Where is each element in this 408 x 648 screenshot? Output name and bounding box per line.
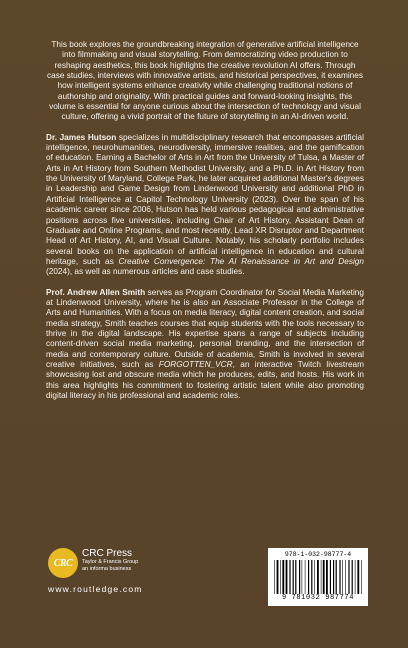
bio-smith-text-a: serves as Program Coordinator for Social Media Marketing at Lindenwood University, where he is also an Associate Professor in the College of Arts and Humanities. With a focus on media literacy, digital content creation, and social media strategy, Smith teaches courses that equip students with the tools necessary to thrive in the digital landscape. His expertise spans a range of subjects including content-driven social media marketing, personal branding, and the intersection of media and contemporary culture. Outside of academia, Smith is involved in several creative initiatives, such as [46, 287, 364, 369]
barcode-bar [282, 560, 284, 594]
author-bio-hutson [46, 133, 364, 278]
barcode-bar [333, 560, 334, 594]
barcode-bar [302, 560, 303, 594]
bio-hutson-text-a: specializes in multidisciplinary research that encompasses artificial intelligence, neurohumanities, neurodiversity, immersive realities, and the gamification of education. Earning a Bachelor of Arts in Art from the University of Tulsa, a Master of Arts in Art History from Southern Methodist University, and a Ph.D. in Art History from the University of Maryland, College Park, he later acquired additional Master's degrees in Leadership and Game Design from Lindenwood University and additional PhD in Artificial Intelligence at Capitol Technology University (2023). Over the span of his academic career since 2006, Hutson has held various pedagogical and administrative positions across five universities, including Chair of Art History, Assistant Dean of Graduate and Online Programs, and most recently, Lead XR Disruptor and Department Head of Art History, AI, and Visual Culture. Notably, his scholarly portfolio includes several books on the application of artificial intelligence in education and cultural heritage, such as [46, 132, 364, 266]
barcode-bar [280, 560, 281, 594]
barcode-bar [286, 560, 288, 594]
barcode-bar [295, 560, 296, 594]
barcode-bar [326, 560, 328, 594]
barcode-bar [355, 560, 356, 594]
barcode-bar [317, 560, 319, 594]
barcode-bar [293, 560, 294, 594]
barcode-bar [277, 560, 279, 594]
cover-text-block [46, 40, 364, 411]
crc-logo-text: CRC [53, 557, 73, 569]
barcode-bar [345, 560, 346, 594]
barcode-bar [311, 560, 312, 594]
barcode-bar [321, 560, 322, 594]
barcode-bar [289, 560, 290, 594]
bio-hutson-text-b: (2024), as well as numerous articles and case studies. [46, 267, 245, 277]
barcode-bar [361, 560, 362, 594]
publisher-block [82, 548, 138, 572]
barcode-bar [330, 560, 331, 594]
author-name-hutson: Dr. James Hutson [46, 132, 117, 142]
barcode-bar [336, 560, 337, 594]
barcode-bar [357, 560, 359, 594]
barcode-bar [348, 560, 349, 594]
author-name-smith: Prof. Andrew Allen Smith [46, 287, 146, 297]
bio-smith-text-b: , an interactive Twitch livestream showcasing lost and obscure media which he produces, edits, and hosts. His work in this area highlights his commitment to fostering artistic talent while also promoting digital literacy in his professional and academic roles. [46, 359, 364, 400]
crc-logo-icon [48, 548, 78, 578]
publisher-tagline: an informa business [82, 566, 132, 572]
publisher-website[interactable]: www.routledge.com [48, 584, 143, 594]
ean-number: 9 781032 987774 [281, 594, 354, 602]
book-description [46, 40, 364, 123]
barcode-icon [274, 560, 362, 594]
publisher-group: Taylor & Francis Group [82, 559, 139, 565]
author-bio-smith [46, 288, 364, 402]
project-forgotten-vcr: FORGOTTEN_VCR [158, 359, 233, 369]
barcode-bar [274, 560, 275, 594]
publisher-name: CRC Press [82, 548, 133, 559]
cover-footer [46, 548, 366, 618]
barcode-bar [352, 560, 353, 594]
isbn-number: 978-1-032-98777-4 [284, 551, 352, 558]
barcode-bar [339, 560, 340, 594]
barcode-bar [308, 560, 309, 594]
isbn-barcode [268, 548, 368, 606]
barcode-bar [342, 560, 343, 594]
barcode-bar [305, 560, 306, 594]
description-text: This book explores the groundbreaking integration of generative artificial intelligence into filmmaking and visual storytelling. From democratizing video production to reshaping aesthetics, this book highlights the creative revolution AI offers. Through case studies, interviews with innovative artists, and historical perspectives, it examines how intelligent systems enhance creativity while challenging traditional notions of authorship and originality. With practical guides and forward-looking insights, this volume is essential for anyone curious about the intersection of technology and visual culture, offering a vivid portrait of the future of storytelling in an AI-driven world. [47, 40, 363, 122]
barcode-bar [314, 560, 315, 594]
barcode-bar [323, 560, 325, 594]
barcode-bar [299, 560, 300, 594]
book-title-creative-convergence: Creative Convergence: The AI Renaissance in Art and Design [118, 256, 364, 266]
